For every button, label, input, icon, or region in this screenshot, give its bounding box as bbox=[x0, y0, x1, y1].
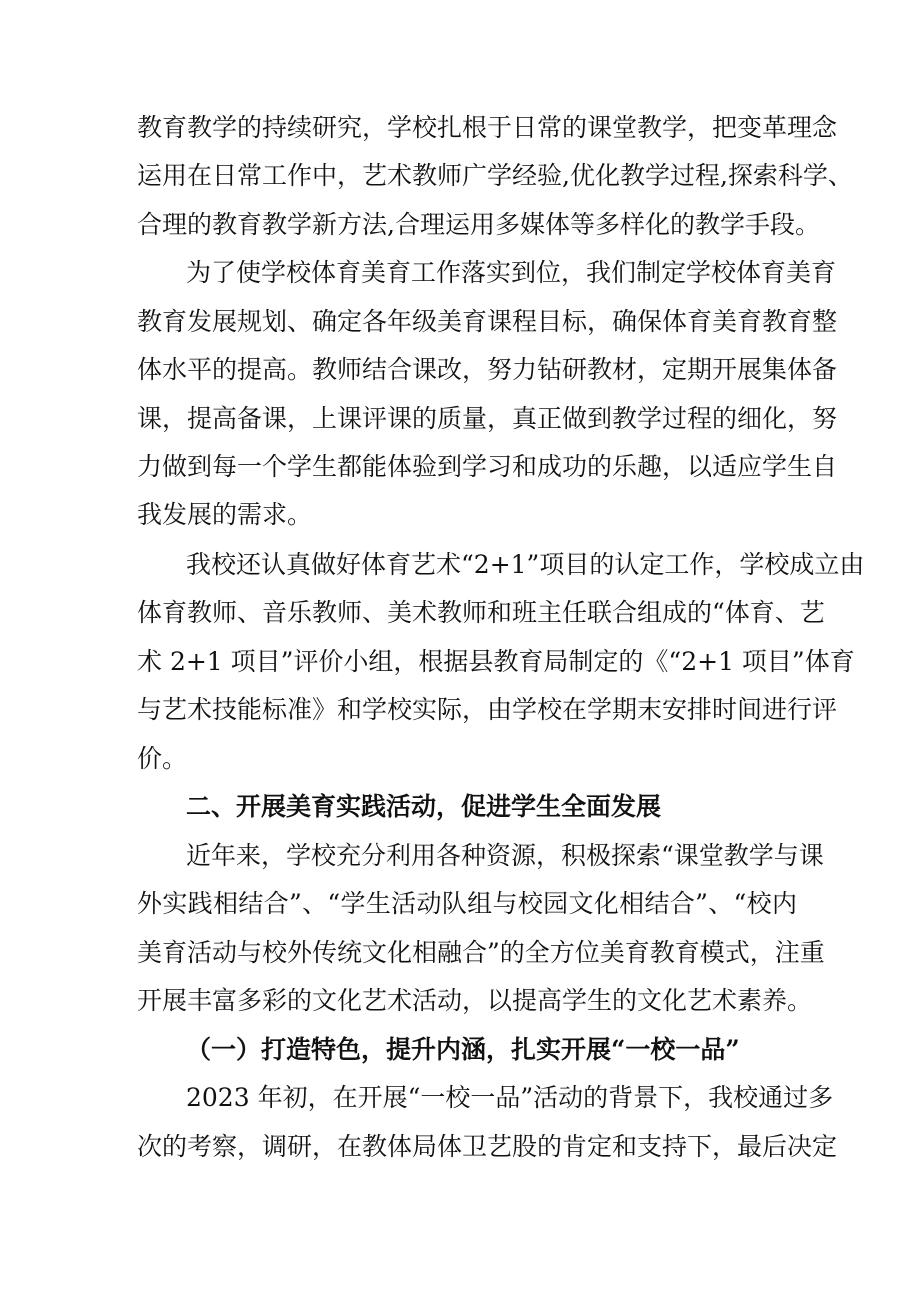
paragraph-line: 合理的教育教学新方法,合理运用多媒体等多样化的教学手段。 bbox=[137, 210, 820, 239]
paragraph-line: 次的考察，调研，在教体局体卫艺股的肯定和支持下，最后决定 bbox=[137, 1132, 838, 1161]
paragraph-line: 开展丰富多彩的文化艺术活动，以提高学生的文化艺术素养。 bbox=[137, 986, 813, 1015]
paragraph-line: 教育发展规划、确定各年级美育课程目标，确保体育美育教育整 bbox=[137, 307, 838, 336]
paragraph-line: 运用在日常工作中，艺术教师广学经验,优化教学过程,探索科学、 bbox=[137, 161, 853, 190]
paragraph-line: 术 2+1 项目”评价小组，根据县教育局制定的《“2+1 项目”体育 bbox=[137, 647, 855, 676]
subsection-heading: （一）打造特色，提升内涵，扎实开展“一校一品” bbox=[186, 1035, 740, 1064]
paragraph-line: 体水平的提高。教师结合课改，努力钻研教材，定期开展集体备 bbox=[137, 355, 838, 384]
paragraph-line: 我校还认真做好体育艺术“2+1”项目的认定工作，学校成立由 bbox=[186, 550, 865, 579]
paragraph-line: 体育教师、音乐教师、美术教师和班主任联合组成的“体育、艺 bbox=[137, 598, 825, 627]
paragraph-line: 我发展的需求。 bbox=[137, 500, 313, 529]
paragraph-line: 美育活动与校外传统文化相融合”的全方位美育教育模式，注重 bbox=[137, 938, 825, 967]
paragraph-line: 课，提高备课，上课评课的质量，真正做到教学过程的细化，努 bbox=[137, 404, 838, 433]
paragraph-line: 力做到每一个学生都能体验到学习和成功的乐趣，以适应学生自 bbox=[137, 452, 838, 481]
section-heading: 二、开展美育实践活动，促进学生全面发展 bbox=[186, 792, 662, 821]
paragraph-line: 外实践相结合”、“学生活动队组与校园文化相结合”、“校内 bbox=[137, 889, 797, 918]
paragraph-line: 为了使学校体育美育工作落实到位，我们制定学校体育美育 bbox=[186, 258, 837, 287]
paragraph-line: 教育教学的持续研究，学校扎根于日常的课堂教学，把变革理念 bbox=[137, 113, 838, 142]
paragraph-line: 近年来，学校充分利用各种资源，积极探索“课堂教学与课 bbox=[186, 841, 824, 870]
paragraph-line: 2023 年初，在开展“一校一品”活动的背景下，我校通过多 bbox=[186, 1083, 834, 1112]
paragraph-line: 价。 bbox=[137, 744, 188, 773]
paragraph-line: 与艺术技能标准》和学校实际，由学校在学期末安排时间进行评 bbox=[137, 695, 838, 724]
